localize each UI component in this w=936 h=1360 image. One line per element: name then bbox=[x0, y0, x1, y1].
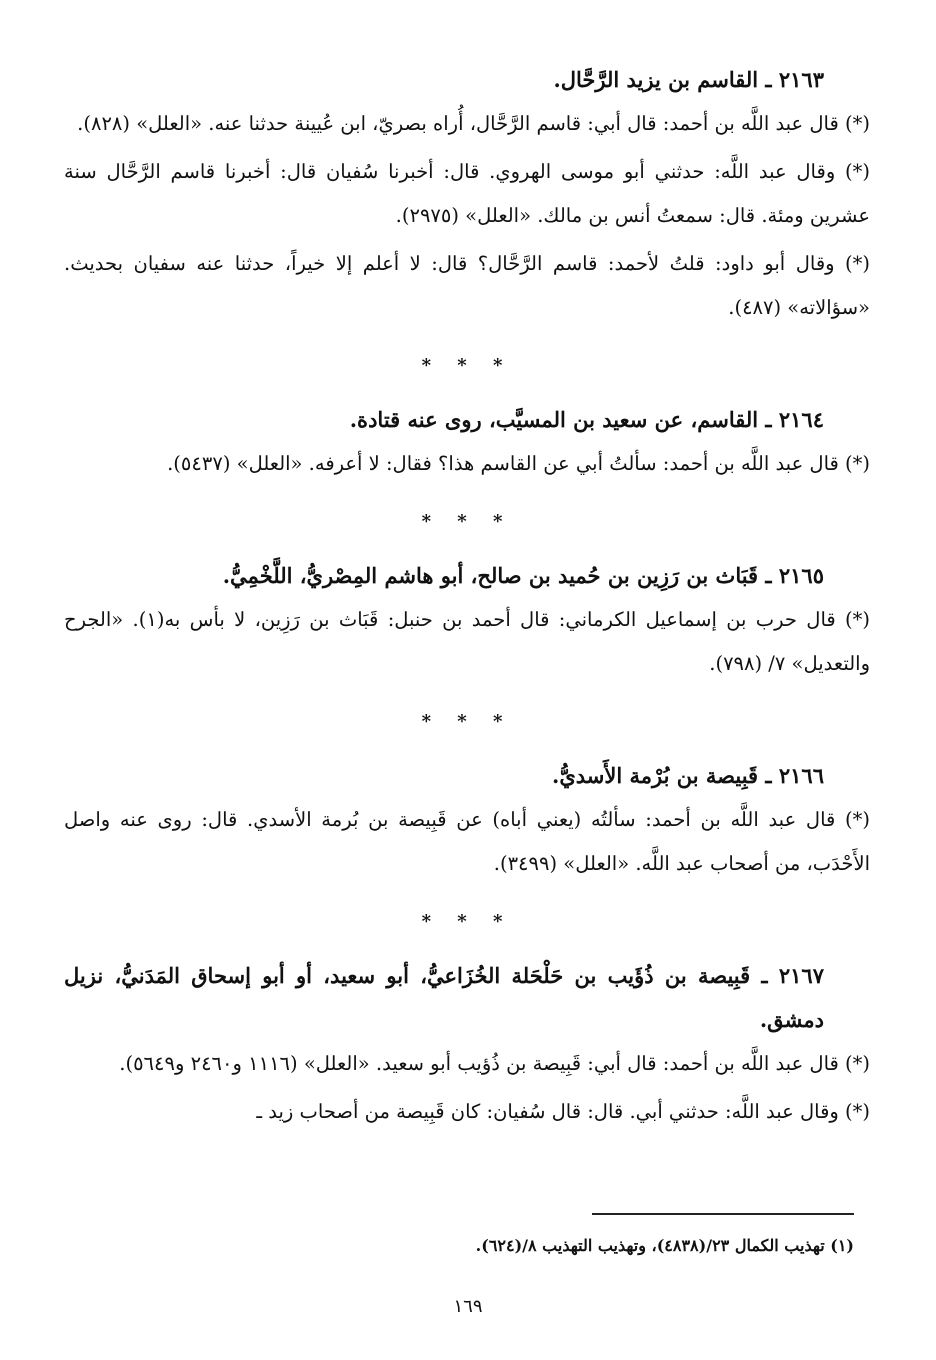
entry-2167 bbox=[64, 954, 870, 1134]
footnote: (١) تهذيب الكمال ٢٣/(٤٨٣٨)، وتهذيب التهذيب ٨/(٦٢٤). bbox=[475, 1236, 854, 1255]
entry-heading: ٢١٦٤ ـ القاسم، عن سعيد بن المسيَّب، روى عنه قتادة. bbox=[349, 407, 824, 432]
footnote-divider bbox=[592, 1213, 854, 1215]
section-separator: * * * bbox=[421, 911, 513, 932]
entry-paragraph: (*) وقال أبو داود: قلتُ لأحمد: قاسم الرَّحَّال؟ قال: لا أعلم إلا خيراً، حدثنا عنه سفيان بحديث. «سؤالاته» (٤٨٧). bbox=[64, 252, 870, 319]
entry-paragraph: (*) قال عبد اللَّه بن أحمد: قال أبي: قَبِيصة بن ذُؤيب أبو سعيد. «العلل» (١١١٦ و٢٤٦٠ و٥٦٤٩). bbox=[119, 1052, 870, 1075]
entry-heading: ٢١٦٣ ـ القاسم بن يزيد الرَّحَّال. bbox=[553, 67, 824, 92]
entry-paragraph: (*) قال عبد اللَّه بن أحمد: قال أبي: قاسم الرَّحَّال، أُراه بصريّ، ابن عُيينة حدثنا عنه. «العلل» (٨٢٨). bbox=[77, 112, 870, 135]
section-separator: * * * bbox=[421, 511, 513, 532]
main-text bbox=[64, 58, 870, 1138]
entry-2163 bbox=[64, 58, 870, 330]
entry-2164 bbox=[64, 398, 870, 486]
entry-paragraph: (*) وقال عبد اللَّه: حدثني أبو موسى الهروي. قال: أخبرنا سُفيان قال: أخبرنا قاسم الرَّحَّال سنة عشرين ومئة. قال: سمعتُ أنس بن مالك. «العلل» (٢٩٧٥). bbox=[64, 160, 870, 227]
section-separator: * * * bbox=[421, 355, 513, 376]
entry-heading: ٢١٦٦ ـ قَبِيصة بن بُرْمة الأَسديُّ. bbox=[552, 763, 824, 788]
entry-paragraph: (*) قال عبد اللَّه بن أحمد: سألتُه (يعني أباه) عن قَبِيصة بن بُرمة الأسدي. قال: روى عنه واصل الأَحْدَب، من أصحاب عبد اللَّه. «العلل» (٣٤٩٩). bbox=[64, 808, 870, 875]
page-number: ١٦٩ bbox=[453, 1296, 483, 1317]
entry-2165 bbox=[64, 554, 870, 686]
entry-paragraph: (*) وقال عبد اللَّه: حدثني أبي. قال: قال سُفيان: كان قَبِيصة من أصحاب زيد ـ bbox=[256, 1100, 870, 1123]
section-separator: * * * bbox=[421, 711, 513, 732]
entry-paragraph: (*) قال حرب بن إسماعيل الكرماني: قال أحمد بن حنبل: قَبَاث بن رَزِين، لا بأس به(١). «الجرح والتعديل» ٧/ (٧٩٨). bbox=[64, 608, 871, 675]
entry-heading: ٢١٦٥ ـ قَبَاث بن رَزِين بن حُميد بن صالح، أبو هاشم المِصْريُّ، اللَّخْمِيُّ. bbox=[222, 563, 824, 588]
entry-heading: ٢١٦٧ ـ قَبِيصة بن ذُؤَيب بن حَلْحَلة الخُزَاعيُّ، أبو سعيد، أو أبو إسحاق المَدَنيُّ، نزيل دمشق. bbox=[64, 963, 824, 1032]
entry-paragraph: (*) قال عبد اللَّه بن أحمد: سألتُ أبي عن القاسم هذا؟ فقال: لا أعرفه. «العلل» (٥٤٣٧). bbox=[167, 452, 870, 475]
entry-2166 bbox=[64, 754, 870, 886]
